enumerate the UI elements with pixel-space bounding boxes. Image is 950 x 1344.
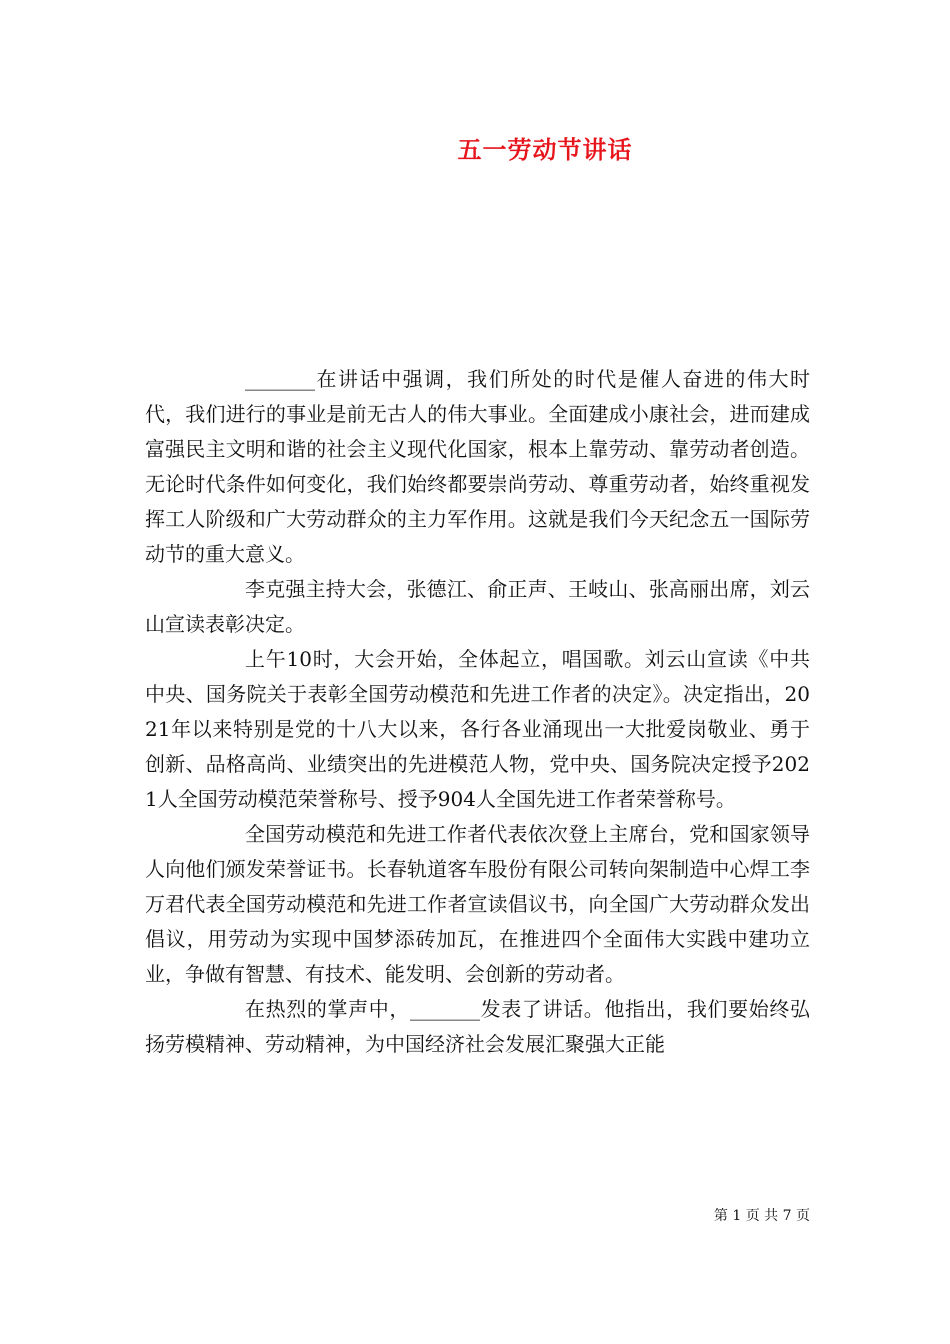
paragraph-1: _______在讲话中强调，我们所处的时代是催人奋进的伟大时代，我们进行的事业是前无古人的伟大事业。全面建成小康社会，进而建成富强民主文明和谐的社会主义现代化国家，根本上靠劳动、靠劳动者创造。无论时代条件如何变化，我们始终都要崇尚劳动、尊重劳动者，始终重视发挥工人阶级和广大劳动群众的主力军作用。这就是我们今天纪念五一国际劳动节的重大意义。 — [145, 367, 810, 566]
paragraph-2: 李克强主持大会，张德江、俞正声、王岐山、张高丽出席，刘云山宣读表彰决定。 — [145, 577, 810, 636]
paragraph-3: 上午10时，大会开始，全体起立，唱国歌。刘云山宣读《中共中央、国务院关于表彰全国劳动模范和先进工作者的决定》。决定指出，2021年以来特别是党的十八大以来，各行各业涌现出一大批爱岗敬业、勇于创新、品格高尚、业绩突出的先进模范人物，党中央、国务院决定授予2021人全国劳动模范荣誉称号、授予904人全国先进工作者荣誉称号。 — [145, 647, 810, 811]
paragraph-4: 全国劳动模范和先进工作者代表依次登上主席台，党和国家领导人向他们颁发荣誉证书。长春轨道客车股份有限公司转向架制造中心焊工李万君代表全国劳动模范和先进工作者宣读倡议书，向全国广大劳动群众发出倡议，用劳动为实现中国梦添砖加瓦，在推进四个全面伟大实践中建功立业，争做有智慧、有技术、能发明、会创新的劳动者。 — [145, 822, 810, 986]
paragraph-5: 在热烈的掌声中，_______发表了讲话。他指出，我们要始终弘扬劳模精神、劳动精神，为中国经济社会发展汇聚强大正能 — [145, 997, 810, 1056]
document-title: 五一劳动节讲话 — [457, 135, 633, 164]
document-body — [145, 362, 810, 1062]
page-number-footer: 第 1 页 共 7 页 — [713, 1208, 810, 1224]
